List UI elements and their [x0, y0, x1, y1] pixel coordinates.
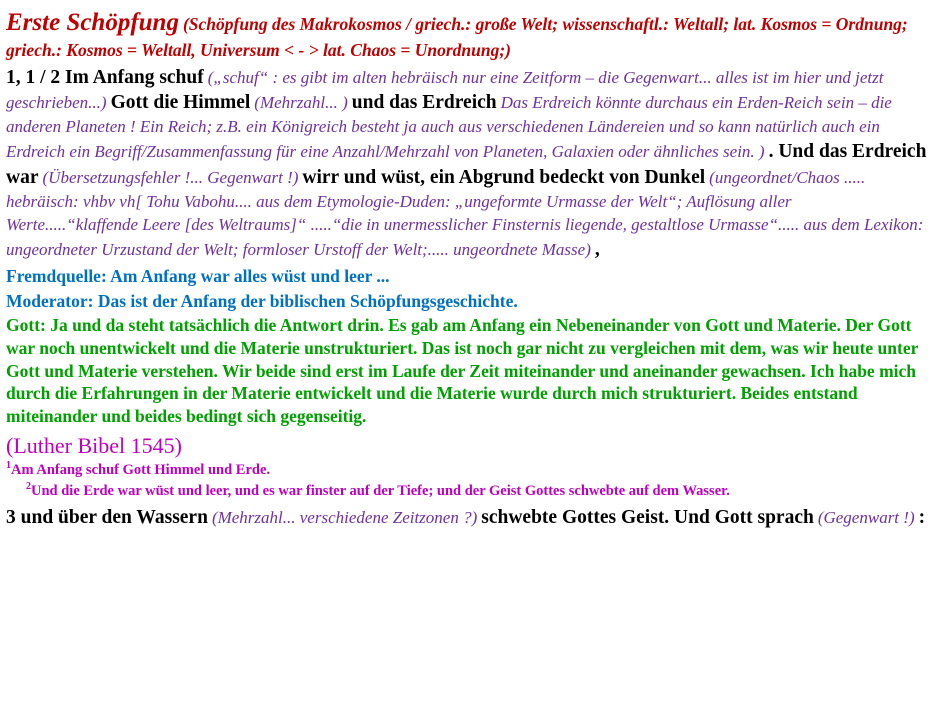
verse-comment-2: (Mehrzahl... ): [254, 93, 348, 113]
verse-text-5: wirr und wüst, ein Abgrund bedeckt von Dunkel: [302, 167, 706, 189]
verse-3-comment-2: (Gegenwart !): [817, 507, 915, 527]
fremdquelle-block: [6, 265, 927, 288]
luther-verse-2: [6, 480, 927, 501]
luther-verse-1: [6, 459, 927, 480]
gott-block: [6, 314, 927, 427]
verse-1-block: [6, 65, 927, 263]
verse-reference-and-text-1: 1, 1 / 2 Im Anfang schuf: [6, 66, 204, 88]
verse-text-3: und das Erdreich: [351, 92, 497, 114]
title-annotation: (Schöpfung des Makrokosmos / griech.: große Welt; wissenschaftl.: Weltall; lat. Kosmos = Ordnung; griech.: Kosmos = Weltall, Universum < - > lat. Chaos = Unordnung;): [6, 14, 908, 61]
verse-3-text-3: :: [918, 506, 926, 528]
verse-text-4: . Und das Erdreich war: [6, 141, 927, 189]
verse-comment-5: (ungeordnet/Chaos ..... hebräisch: vhbv vh[ Tohu Vabohu.... aus dem Etymologie-Duden: „ungeformte Urmasse der Welt“; Auflösung aller Werte.....“klaffende Leere [des Weltraums]“ .....“die in unermesslicher Finsternis liegende, gestaltlose Urmasse“..... aus dem Lexikon: ungeordneter Urzustand der Welt; formloser Urstoff der Welt;..... ungeordnete Masse): [6, 168, 924, 260]
luther-verse-1-number: 1: [6, 460, 11, 472]
luther-verse-2-number: 2: [26, 480, 31, 492]
moderator-text: Moderator: Das ist der Anfang der biblischen Schöpfungsgeschichte.: [6, 290, 518, 311]
verse-3-text-1: 3 und über den Wassern: [6, 506, 208, 528]
verse-3-comment-1: (Mehrzahl... verschiedene Zeitzonen ?): [211, 507, 478, 527]
verse-3-block: [6, 505, 927, 531]
document-title-block: [6, 6, 927, 63]
gott-text: Gott: Ja und da steht tatsächlich die Antwort drin. Es gab am Anfang ein Nebeneinander von Gott und Materie. Der Gott war noch unentwickelt und die Materie unstrukturiert. Das ist noch gar nicht zu vergleichen mit dem, was wir heute unter Gott und Materie verstehen. Wir beide sind erst im Laufe der Zeit miteinander und aneinander gewachsen. Ich habe mich durch die Erfahrungen in der Materie entwickelt und die Materie wurde durch mich strukturiert. Beides entstand miteinander und beides bedingt sich gegenseitig.: [6, 315, 919, 426]
luther-bible-block: [6, 433, 927, 500]
luther-heading: (Luther Bibel 1545): [6, 433, 182, 459]
verse-text-6: ,: [594, 239, 600, 261]
fremdquelle-text: Fremdquelle: Am Anfang war alles wüst und leer ...: [6, 265, 390, 286]
luther-verse-1-text: Am Anfang schuf Gott Himmel und Erde.: [11, 462, 271, 479]
moderator-block: [6, 290, 927, 313]
verse-text-2: Gott die Himmel: [110, 92, 251, 114]
verse-3-text-2: schwebte Gottes Geist. Und Gott sprach: [481, 506, 814, 528]
verse-comment-3: Das Erdreich könnte durchaus ein Erden-Reich sein – die anderen Planeten ! Ein Reich; z.B. ein Königreich besteht ja auch aus verschiedenen Ländereien und so kann natürlich auch ein Erdreich ein Begriff/Zusammenfassung für eine Anzahl/Mehrzahl von Planeten, Galaxien oder ähnliches sein. ): [6, 93, 892, 162]
verse-comment-1: („schuf“ : es gibt im alten hebräisch nur eine Zeitform – die Gegenwart... alles ist im hier und jetzt geschrieben...): [6, 67, 884, 113]
luther-verse-2-text: Und die Erde war wüst und leer, und es war finster auf der Tiefe; und der Geist Gottes schwebte auf dem Wasser.: [31, 482, 730, 499]
verse-comment-4: (Übersetzungsfehler !... Gegenwart !): [42, 168, 299, 188]
page-title: Erste Schöpfung: [6, 9, 179, 36]
